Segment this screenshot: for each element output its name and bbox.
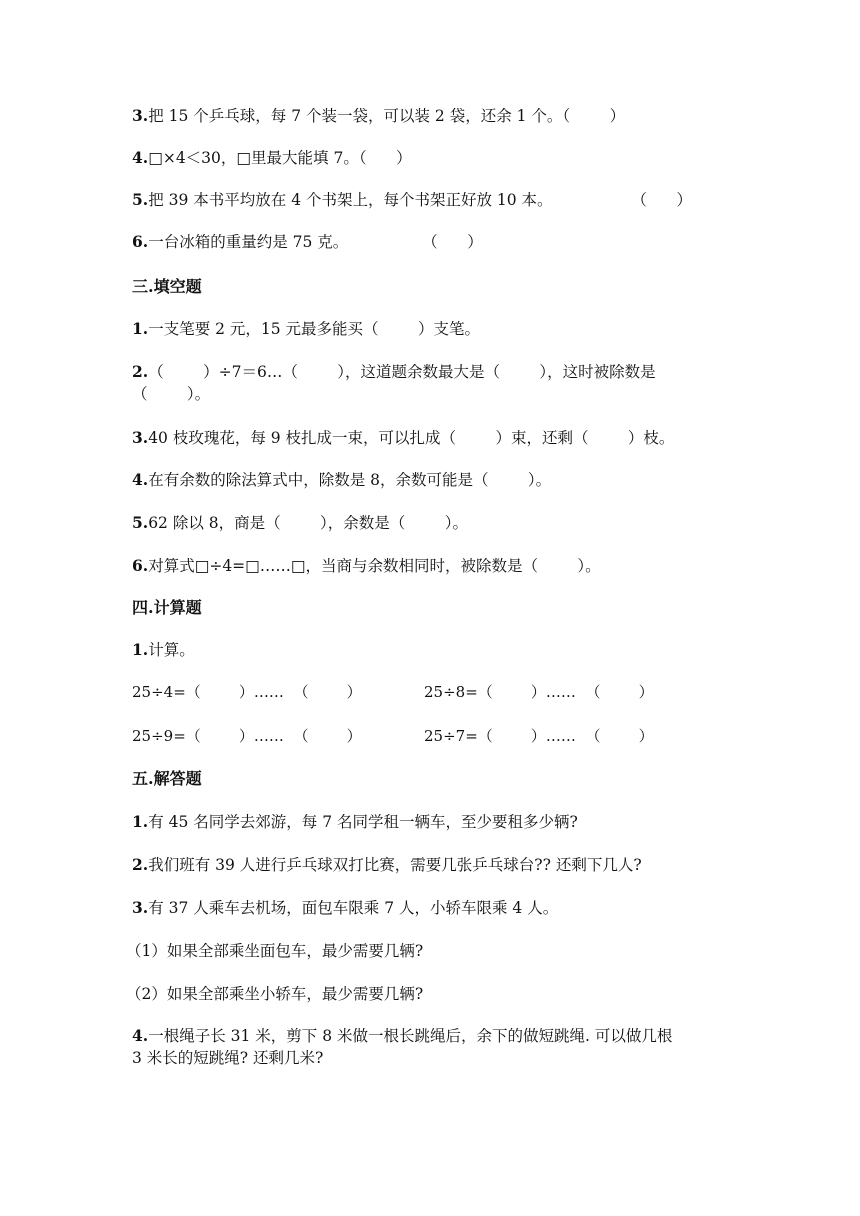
answer-item-1 [132, 812, 578, 832]
item-number: 3. [132, 428, 149, 447]
calc-problem-4: 25÷7=（ ）…… （ ） [424, 727, 654, 745]
item-number: 2. [132, 855, 149, 874]
item-text: （ ）÷7＝6…（ ），这道题余数最大是（ ），这时被除数是 [148, 363, 656, 381]
answer-item-3-sub-2: （2）如果全部乘坐小轿车，最少需要几辆? [126, 985, 424, 1003]
item-text: 一根绳子长 31 米，剪下 8 米做一根长跳绳后，余下的做短跳绳. 可以做几根 [148, 1027, 673, 1045]
judge-item-5 [132, 190, 692, 210]
answer-item-4 [132, 1026, 672, 1046]
calc-intro [132, 640, 195, 660]
item-number: 4. [132, 1026, 149, 1045]
fill-item-5 [132, 513, 468, 533]
item-text: 40 枝玫瑰花，每 9 枝扎成一束，可以扎成（ ）束，还剩（ ）枝。 [148, 429, 675, 447]
item-number: 1. [132, 319, 149, 338]
item-number: 3. [132, 898, 149, 917]
item-number: 1. [132, 812, 149, 831]
item-number: 1. [132, 640, 149, 659]
calc-problem-3: 25÷9=（ ）…… （ ） [132, 727, 362, 745]
item-text: 一台冰箱的重量约是 75 克。 （ ） [148, 233, 483, 251]
item-text: 我们班有 39 人进行乒乓球双打比赛，需要几张乒乓球台?? 还剩下几人? [148, 856, 642, 874]
fill-item-6 [132, 556, 601, 576]
judge-item-4 [132, 148, 412, 168]
answer-item-4-continued: 3 米长的短跳绳? 还剩几米? [132, 1049, 324, 1067]
calc-problem-2: 25÷8=（ ）…… （ ） [424, 683, 654, 701]
item-text: 把 39 本书平均放在 4 个书架上，每个书架正好放 10 本。 （ ） [148, 191, 692, 209]
item-text: 计算。 [148, 641, 195, 659]
section-title-fill-blank: 三.填空题 [132, 277, 202, 296]
item-number: 6. [132, 556, 149, 575]
answer-item-3 [132, 898, 558, 918]
calc-problem-1: 25÷4=（ ）…… （ ） [132, 683, 362, 701]
item-text: □×4＜30，□里最大能填 7。（ ） [148, 149, 412, 167]
fill-item-2-continued: （ ）。 [132, 385, 211, 403]
item-number: 4. [132, 470, 149, 489]
item-number: 3. [132, 106, 149, 125]
section-title-calculation: 四.计算题 [132, 598, 202, 617]
item-text: 在有余数的除法算式中，除数是 8，余数可能是（ ）。 [148, 471, 552, 489]
fill-item-3 [132, 428, 674, 448]
item-number: 5. [132, 513, 149, 532]
section-title-word-problems: 五.解答题 [132, 769, 202, 788]
item-number: 6. [132, 232, 149, 251]
fill-item-4 [132, 470, 551, 490]
answer-item-2 [132, 855, 642, 875]
item-text: 有 45 名同学去郊游，每 7 名同学租一辆车，至少要租多少辆? [148, 813, 578, 831]
item-text: 一支笔要 2 元，15 元最多能买（ ）支笔。 [148, 320, 480, 338]
item-text: 有 37 人乘车去机场，面包车限乘 7 人，小轿车限乘 4 人。 [148, 899, 559, 917]
judge-item-6 [132, 232, 483, 252]
item-number: 4. [132, 148, 149, 167]
answer-item-3-sub-1: （1）如果全部乘坐面包车，最少需要几辆? [126, 942, 424, 960]
item-number: 5. [132, 190, 149, 209]
item-text: 把 15 个乒乓球，每 7 个装一袋，可以装 2 袋，还余 1 个。（ ） [148, 107, 626, 125]
judge-item-3 [132, 106, 625, 126]
item-number: 2. [132, 362, 149, 381]
fill-item-1 [132, 319, 480, 339]
fill-item-2 [132, 362, 656, 382]
item-text: 对算式□÷4=□……□，当商与余数相同时，被除数是（ ）。 [148, 557, 601, 575]
item-text: 62 除以 8，商是（ ），余数是（ ）。 [148, 514, 468, 532]
